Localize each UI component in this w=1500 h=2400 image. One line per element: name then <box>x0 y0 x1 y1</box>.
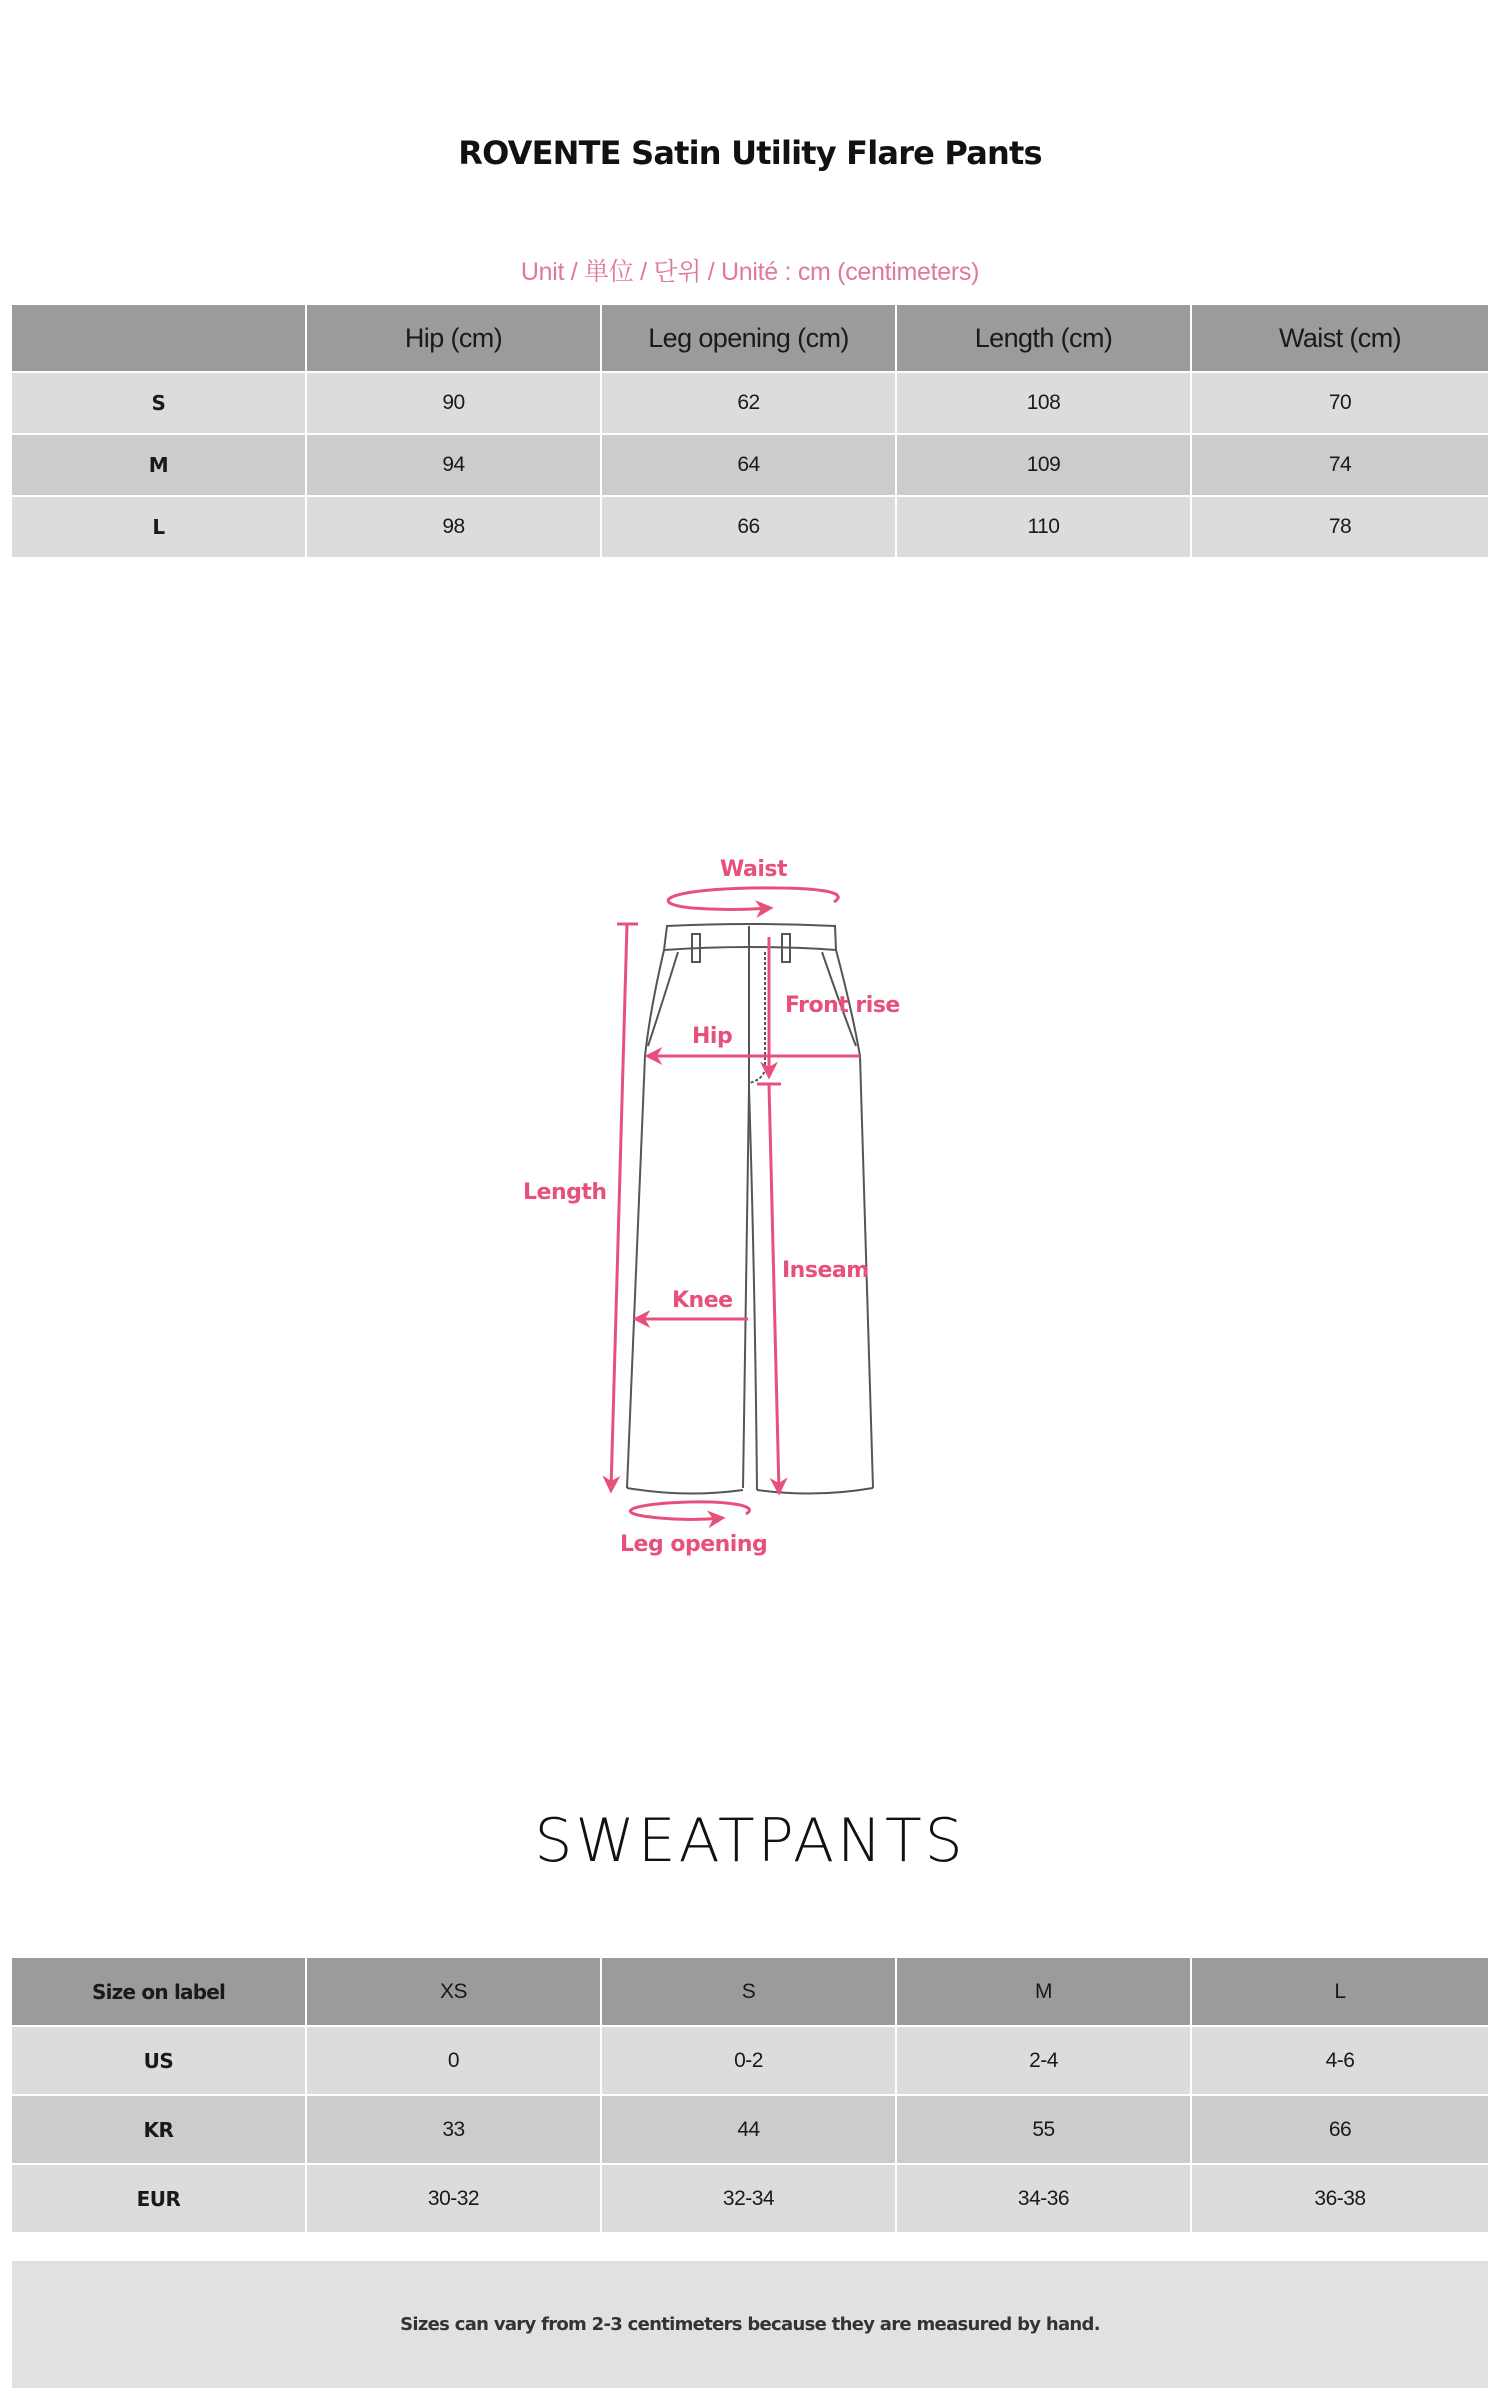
region-label: KR <box>12 2096 305 2163</box>
size-value: 30-32 <box>307 2165 600 2232</box>
size-value: 33 <box>307 2096 600 2163</box>
leg-opening-value: 66 <box>602 497 895 557</box>
header-cell-m: M <box>897 1958 1190 2025</box>
header-cell-l: L <box>1192 1958 1488 2025</box>
hip-value: 94 <box>307 435 600 495</box>
header-cell-size-on-label: Size on label <box>12 1958 305 2025</box>
leg-opening-value: 64 <box>602 435 895 495</box>
size-value: 66 <box>1192 2096 1488 2163</box>
size-value: 4-6 <box>1192 2027 1488 2094</box>
region-label: EUR <box>12 2165 305 2232</box>
size-value: 0 <box>307 2027 600 2094</box>
header-cell-leg-opening: Leg opening (cm) <box>602 305 895 371</box>
leg-opening-measure <box>630 1502 749 1518</box>
size-value: 32-34 <box>602 2165 895 2232</box>
header-cell-waist: Waist (cm) <box>1192 305 1488 371</box>
table-row <box>12 2027 1488 2094</box>
product-title: ROVENTE Satin Utility Flare Pants <box>458 134 1042 172</box>
disclaimer-text: Sizes can vary from 2-3 centimeters because they are measured by hand. <box>400 2314 1100 2335</box>
waist-measure <box>668 888 838 908</box>
size-label: L <box>12 497 305 557</box>
size-value: 34-36 <box>897 2165 1190 2232</box>
size-conversion-table <box>12 1958 1488 2234</box>
hip-value: 90 <box>307 373 600 433</box>
hip-value: 98 <box>307 497 600 557</box>
region-label: US <box>12 2027 305 2094</box>
section-title-sweatpants: SWEATPANTS <box>534 1806 966 1876</box>
header-cell-hip: Hip (cm) <box>307 305 600 371</box>
leg-opening-value: 62 <box>602 373 895 433</box>
length-value: 110 <box>897 497 1190 557</box>
diagram-label-hip: Hip <box>692 1024 733 1049</box>
table-header-row <box>12 305 1488 371</box>
size-value: 44 <box>602 2096 895 2163</box>
header-cell-size <box>12 305 305 371</box>
size-value: 0-2 <box>602 2027 895 2094</box>
length-value: 109 <box>897 435 1190 495</box>
size-value: 36-38 <box>1192 2165 1488 2232</box>
diagram-label-leg-opening: Leg opening <box>620 1532 768 1557</box>
unit-note: Unit / 単位 / 단위 / Unité : cm (centimeters) <box>520 258 980 286</box>
size-value: 55 <box>897 2096 1190 2163</box>
size-label: S <box>12 373 305 433</box>
size-label: M <box>12 435 305 495</box>
diagram-label-inseam: Inseam <box>782 1258 869 1283</box>
waist-value: 78 <box>1192 497 1488 557</box>
diagram-label-waist: Waist <box>720 857 787 882</box>
diagram-label-front-rise: Front rise <box>785 993 900 1018</box>
header-cell-length: Length (cm) <box>897 305 1190 371</box>
table-row <box>12 2096 1488 2163</box>
table-row <box>12 497 1488 557</box>
length-value: 108 <box>897 373 1190 433</box>
measurement-disclaimer <box>12 2261 1488 2388</box>
table-row <box>12 435 1488 495</box>
header-cell-s: S <box>602 1958 895 2025</box>
diagram-label-knee: Knee <box>672 1288 733 1313</box>
length-measure <box>611 924 627 1490</box>
waist-value: 70 <box>1192 373 1488 433</box>
table-row <box>12 2165 1488 2232</box>
diagram-label-length: Length <box>523 1180 607 1205</box>
waist-value: 74 <box>1192 435 1488 495</box>
header-cell-xs: XS <box>307 1958 600 2025</box>
size-chart-table <box>12 305 1488 559</box>
measurement-diagram <box>500 840 960 1580</box>
table-header-row <box>12 1958 1488 2025</box>
size-value: 2-4 <box>897 2027 1190 2094</box>
table-row <box>12 373 1488 433</box>
inseam-measure <box>769 1084 779 1492</box>
pants-illustration <box>500 840 960 1580</box>
